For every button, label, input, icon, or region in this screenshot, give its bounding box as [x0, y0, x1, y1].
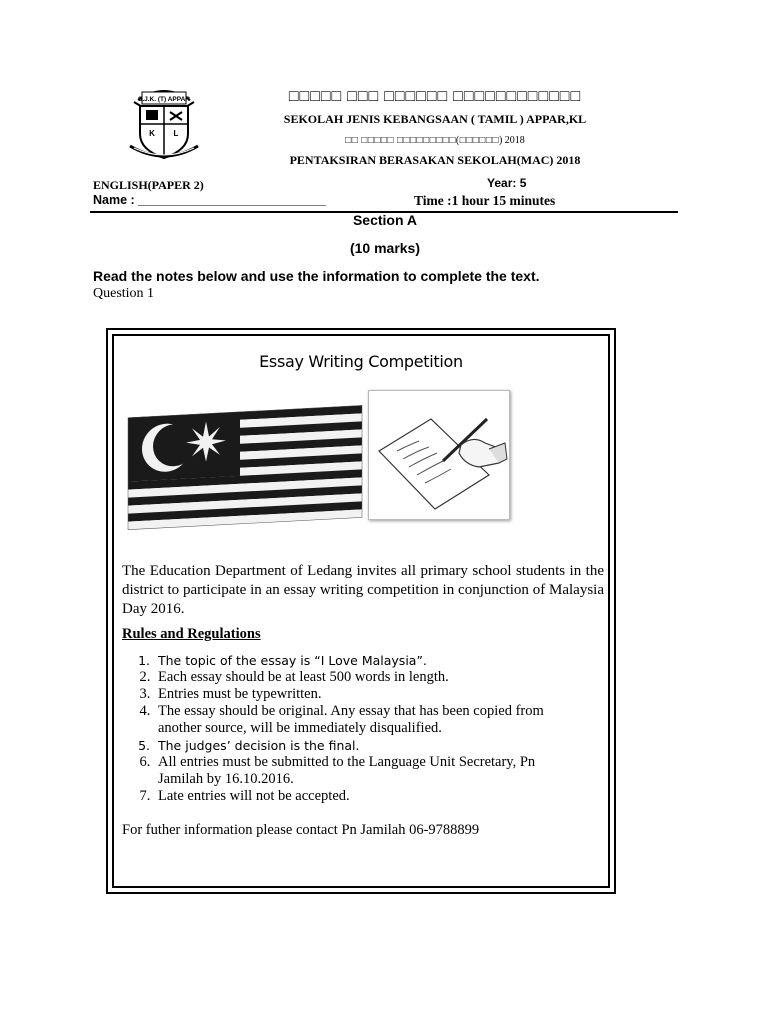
assessment-title: PENTAKSIRAN BERASAKAN SEKOLAH(MAC) 2018: [289, 153, 581, 167]
rules-heading: Rules and Regulations: [122, 626, 261, 642]
paper-label: ENGLISH(PAPER 2): [93, 178, 204, 192]
crest-title-text: S.J.K. (T) APPAR: [137, 96, 191, 103]
notice-box: [106, 328, 616, 894]
school-sub-line: [230, 135, 640, 146]
name-field[interactable]: Name : ___________________________: [93, 193, 326, 207]
intro-paragraph: The Education Department of Ledang invites all primary school students in the district to participate in an essay writing competition in conjunction of Malaysia Day 2016.: [122, 563, 604, 617]
rule-item-1: 1. The topic of the essay is “I Love Malaysia”.: [154, 652, 634, 669]
sub-line-year: ) 2018: [498, 135, 525, 146]
time-label: Time :1 hour 15 minutes: [414, 193, 556, 208]
school-name: SEKOLAH JENIS KEBANGSAAN ( TAMIL ) APPAR,KL: [283, 112, 587, 126]
rule-item-2: 2. Each essay should be at least 500 words in length.: [154, 669, 634, 686]
school-crest-logo: [124, 82, 204, 166]
competition-title: Essay Writing Competition: [259, 352, 463, 371]
school-name-tamil: □□□□□ □□□ □□□□□□ □□□□□□□□□□□□: [288, 88, 582, 105]
rule-item-4: 4. The essay should be original. Any essay that has been copied from another source, will be immediately disqualified.: [154, 703, 568, 737]
sub-line-tamil: □□ □□□□□ □□□□□□□□□(□□□□□□: [345, 135, 499, 146]
contact-info: For futher information please contact Pn Jamilah 06-9788899: [122, 822, 480, 838]
rule-item-5: 5. The judges’ decision is the final.: [154, 737, 634, 754]
rule-item-7: 7. Late entries will not be accepted.: [154, 788, 634, 805]
rule-item-3: 3. Entries must be typewritten.: [154, 686, 634, 703]
writing-hand-image: [368, 390, 510, 520]
year-label: Year: 5: [487, 176, 527, 190]
crest-letter-l: L: [173, 129, 179, 138]
rule-item-6: 6. All entries must be submitted to the Language Unit Secretary, Pn Jamilah by 16.10.2016.: [154, 754, 558, 788]
section-title: Section A: [352, 212, 418, 228]
rules-list: [108, 652, 634, 805]
crest-letter-k: K: [149, 129, 155, 138]
marks-label: (10 marks): [349, 240, 421, 256]
question-number: Question 1: [93, 286, 155, 301]
instruction-text: Read the notes below and use the information to complete the text.: [93, 268, 540, 284]
malaysia-flag-image: [122, 402, 370, 542]
